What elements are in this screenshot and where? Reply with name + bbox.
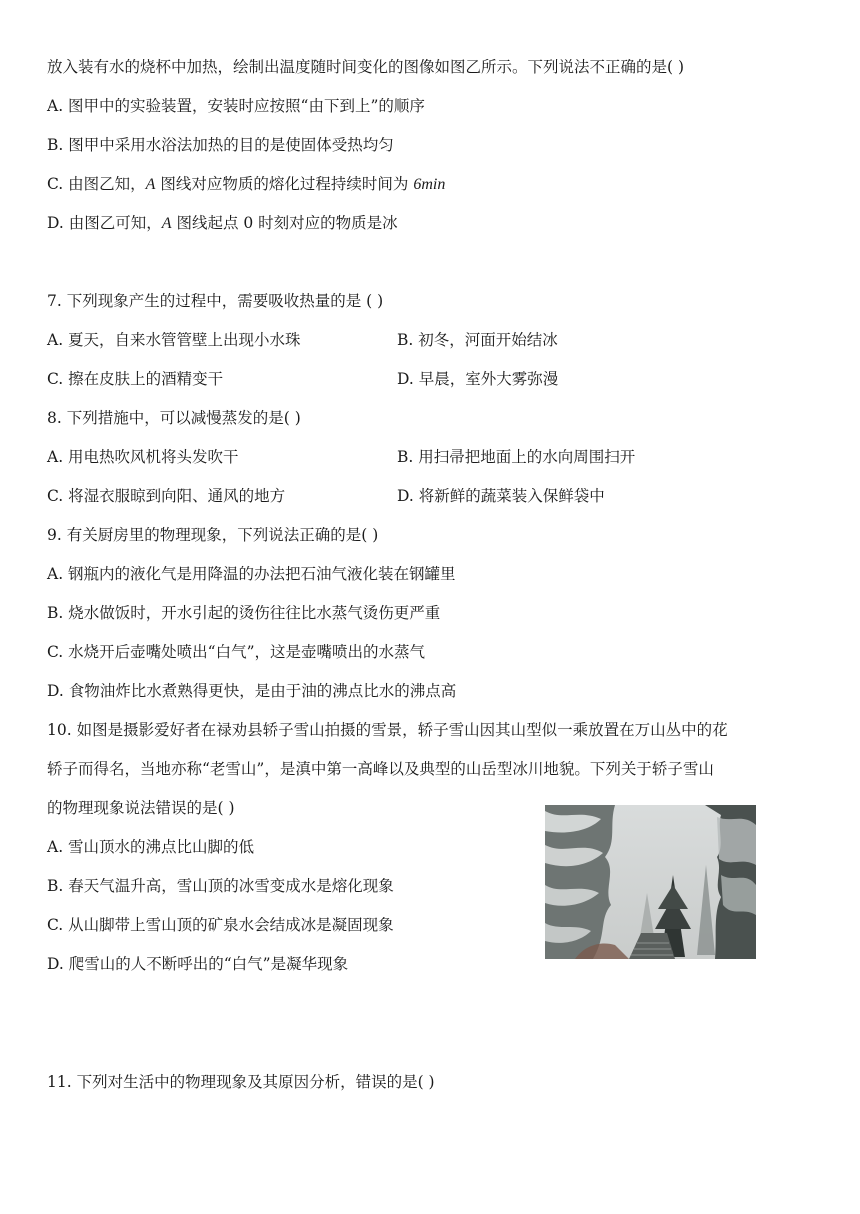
q6-c-variable: A xyxy=(145,176,156,193)
q10-stem-line-3: 的物理现象说法错误的是( ) xyxy=(47,799,235,817)
q7-option-b: B. 初冬，河面开始结冰 xyxy=(397,331,558,349)
q8-stem: 8. 下列措施中，可以减慢蒸发的是( ) xyxy=(47,409,301,427)
q10-option-c: C. 从山脚带上雪山顶的矿泉水会结成冰是凝固现象 xyxy=(47,916,394,934)
q9-option-b: B. 烧水做饭时，开水引起的烫伤往往比水蒸气烫伤更严重 xyxy=(47,604,441,622)
q8-option-b: B. 用扫帚把地面上的水向周围扫开 xyxy=(397,448,636,466)
q9-option-d: D. 食物油炸比水煮熟得更快，是由于油的沸点比水的沸点高 xyxy=(47,682,457,700)
q6-d-suffix: 图线起点 0 时刻对应的物质是冰 xyxy=(171,214,398,232)
q10-option-b: B. 春天气温升高，雪山顶的冰雪变成水是熔化现象 xyxy=(47,877,394,895)
q10-stem-line-2: 轿子而得名，当地亦称“老雪山”，是滇中第一高峰以及典型的山岳型冰川地貌。下列关于轿子雪山 xyxy=(47,760,714,778)
q11-stem: 11. 下列对生活中的物理现象及其原因分析，错误的是( ) xyxy=(47,1073,435,1091)
q9-option-c: C. 水烧开后壶嘴处喷出“白气”，这是壶嘴喷出的水蒸气 xyxy=(47,643,426,661)
q6-d-variable: A xyxy=(161,215,172,232)
q6-stem: 放入装有水的烧杯中加热，绘制出温度随时间变化的图像如图乙所示。下列说法不正确的是( ) xyxy=(47,58,685,76)
snow-mountain-photo xyxy=(545,805,756,959)
q6-option-c xyxy=(47,173,445,196)
q8-option-a: A. 用电热吹风机将头发吹干 xyxy=(47,448,239,466)
q6-option-b: B. 图甲中采用水浴法加热的目的是使固体受热均匀 xyxy=(47,136,394,154)
q8-option-c: C. 将湿衣服晾到向阳、通风的地方 xyxy=(47,487,286,505)
q6-c-prefix: C. 由图乙知， xyxy=(47,175,146,193)
q6-d-prefix: D. 由图乙可知， xyxy=(47,214,162,232)
q6-c-duration: 6min xyxy=(413,176,446,193)
q7-stem: 7. 下列现象产生的过程中，需要吸收热量的是 ( ) xyxy=(47,292,384,310)
q9-option-a: A. 钢瓶内的液化气是用降温的办法把石油气液化装在钢罐里 xyxy=(47,565,456,583)
q7-option-a: A. 夏天，自来水管管壁上出现小水珠 xyxy=(47,331,301,349)
q8-option-d: D. 将新鲜的蔬菜装入保鲜袋中 xyxy=(397,487,605,505)
q6-option-d xyxy=(47,212,398,235)
q9-stem: 9. 有关厨房里的物理现象，下列说法正确的是( ) xyxy=(47,526,379,544)
q10-stem-line-1: 10. 如图是摄影爱好者在禄劝县轿子雪山拍摄的雪景，轿子雪山因其山型似一乘放置在万山丛中的花 xyxy=(47,721,728,739)
q10-option-d: D. 爬雪山的人不断呼出的“白气”是凝华现象 xyxy=(47,955,349,973)
q7-option-d: D. 早晨，室外大雾弥漫 xyxy=(397,370,559,388)
q6-c-middle: 图线对应物质的熔化过程持续时间为 xyxy=(155,175,414,193)
q7-option-c: C. 擦在皮肤上的酒精变干 xyxy=(47,370,224,388)
q10-option-a: A. 雪山顶水的沸点比山脚的低 xyxy=(47,838,255,856)
q6-option-a: A. 图甲中的实验装置，安装时应按照“由下到上”的顺序 xyxy=(47,97,425,115)
